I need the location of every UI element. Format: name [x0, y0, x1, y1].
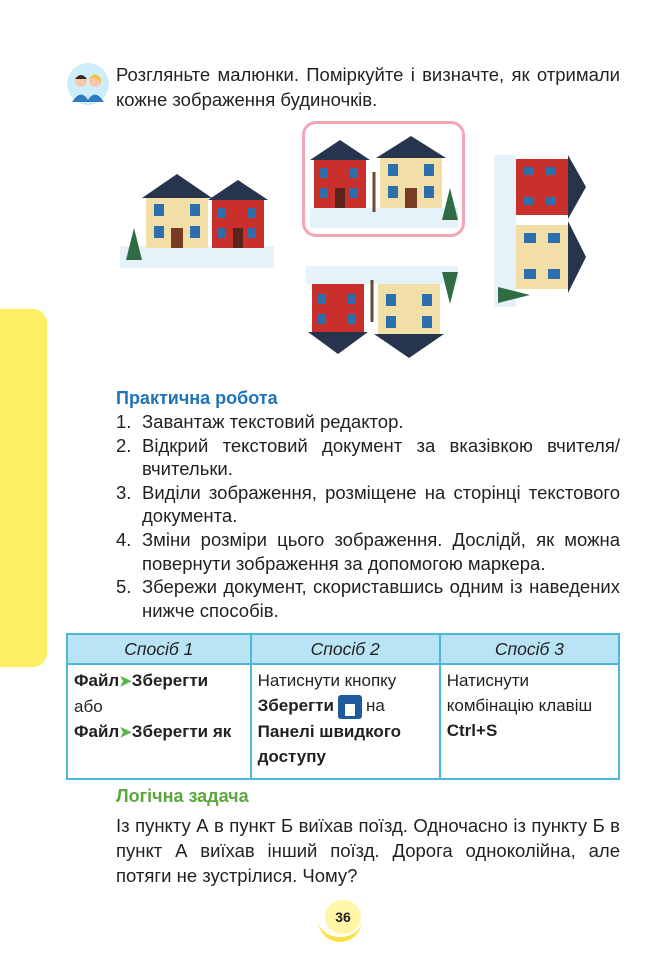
logic-heading: Логічна задача: [116, 786, 249, 806]
method-1-cell: Файл➤Зберегти або Файл➤Зберегти як: [67, 664, 251, 779]
step-item: 2. Відкрий текстовий документ за вказівкою вчителя/вчительки.: [116, 434, 620, 480]
method-2-cell: Натиснути кнопку Зберегти на Панелі швидкого доступу: [251, 664, 440, 779]
arrow-icon: ➤: [119, 724, 132, 741]
children-icon: [66, 62, 110, 106]
houses-mirrored-image: [310, 132, 458, 228]
arrow-icon: ➤: [119, 673, 132, 690]
step-item: 1. Завантаж текстовий редактор.: [116, 411, 404, 432]
houses-flipped-image: [306, 266, 458, 362]
intro-text: Розгляньте малюнки. Поміркуйте і визначте, як отримали кожне зображення будиночків.: [116, 64, 620, 110]
step-item: 3. Виділи зображення, розміщене на сторінці текстового документа.: [116, 481, 620, 527]
method-3-cell: Натиснути комбінацію клавіш Ctrl+S: [440, 664, 619, 779]
save-icon: [338, 695, 362, 719]
method-header: Спосіб 1: [67, 634, 251, 664]
step-item: 5. Збережи документ, скориставшись одним із наведених нижче способів.: [116, 576, 620, 621]
practical-heading: Практична робота: [116, 388, 278, 408]
side-tab: [0, 309, 47, 667]
houses-rotated-image: [494, 155, 586, 307]
method-header: Спосіб 2: [251, 634, 440, 664]
practical-steps: [116, 410, 620, 622]
methods-table: [66, 633, 620, 780]
page-number: 36: [325, 900, 361, 934]
step-item: 4. Зміни розміри цього зображення. Дослідй, як можна повернути зображення за допомогою маркера.: [116, 528, 620, 574]
houses-original-image: [120, 168, 274, 268]
method-header: Спосіб 3: [440, 634, 619, 664]
logic-text: Із пункту А в пункт Б виїхав поїзд. Одночасно із пункту Б в пункт А виїхав інший поїзд. Дорога одноколійна, але потяги не зустрілися. Чому?: [116, 815, 620, 886]
